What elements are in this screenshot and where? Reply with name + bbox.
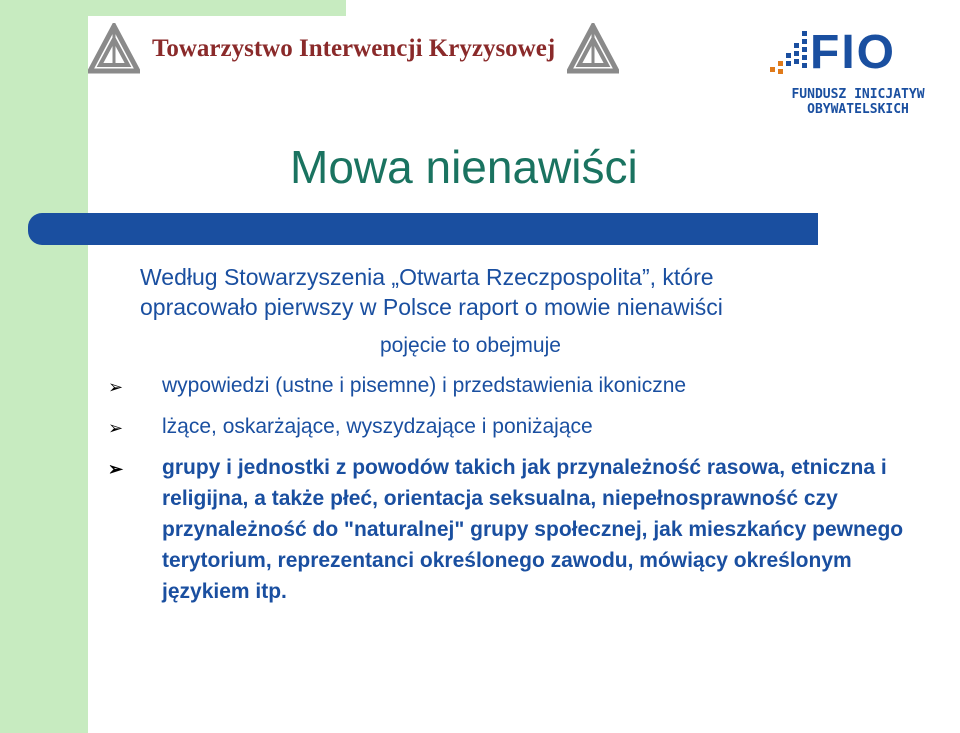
arrowhead-bullet-icon: ➢	[108, 418, 124, 438]
fio-wordmark: FIO	[810, 26, 896, 79]
top-decor-band	[88, 0, 346, 16]
fio-dots-icon	[766, 29, 810, 77]
org-name: Towarzystwo Interwencji Kryzysowej	[152, 35, 556, 62]
arrowhead-bullet-icon: ➢	[108, 459, 124, 479]
fio-logo	[762, 25, 952, 125]
intro-text	[140, 262, 920, 322]
page-title: Mowa nienawiści	[290, 141, 638, 193]
bullet-list	[108, 370, 928, 607]
intro-line-2: opracowało pierwszy w Polsce raport o mowie nienawiści	[140, 294, 723, 320]
tik-logo-banner	[88, 18, 648, 80]
arrowhead-bullet-icon: ➢	[108, 377, 124, 397]
fio-subtitle-line2: OBYWATELSKICH	[807, 102, 909, 117]
left-decor-band	[0, 0, 88, 733]
list-item	[108, 452, 928, 607]
bullet-text: grupy i jednostki z powodów takich jak przynależność rasowa, etniczna i religijna, a także płeć, orientacja seksualna, niepełnosprawność czy przynależność do "naturalnej" grupy społecznej, jak mieszkańcy pewnego terytorium, reprezentanci określonego zawodu, mówiący określonym językiem itp.	[162, 456, 904, 603]
list-item	[108, 370, 928, 401]
bullet-text: lżące, oskarżające, wyszydzające i poniżające	[162, 415, 593, 438]
tik-triangle-logo-icon	[88, 23, 140, 75]
fio-subtitle	[764, 87, 952, 117]
tik-triangle-logo-icon-right	[567, 23, 619, 75]
bullet-text: wypowiedzi (ustne i pisemne) i przedstawienia ikoniczne	[162, 374, 687, 397]
subheading: pojęcie to obejmuje	[380, 334, 561, 357]
title-divider-bar	[28, 213, 818, 245]
fio-subtitle-line1: FUNDUSZ INICJATYW	[791, 87, 925, 102]
intro-line-1: Według Stowarzyszenia „Otwarta Rzeczpospolita”, które	[140, 264, 714, 290]
list-item	[108, 411, 928, 442]
